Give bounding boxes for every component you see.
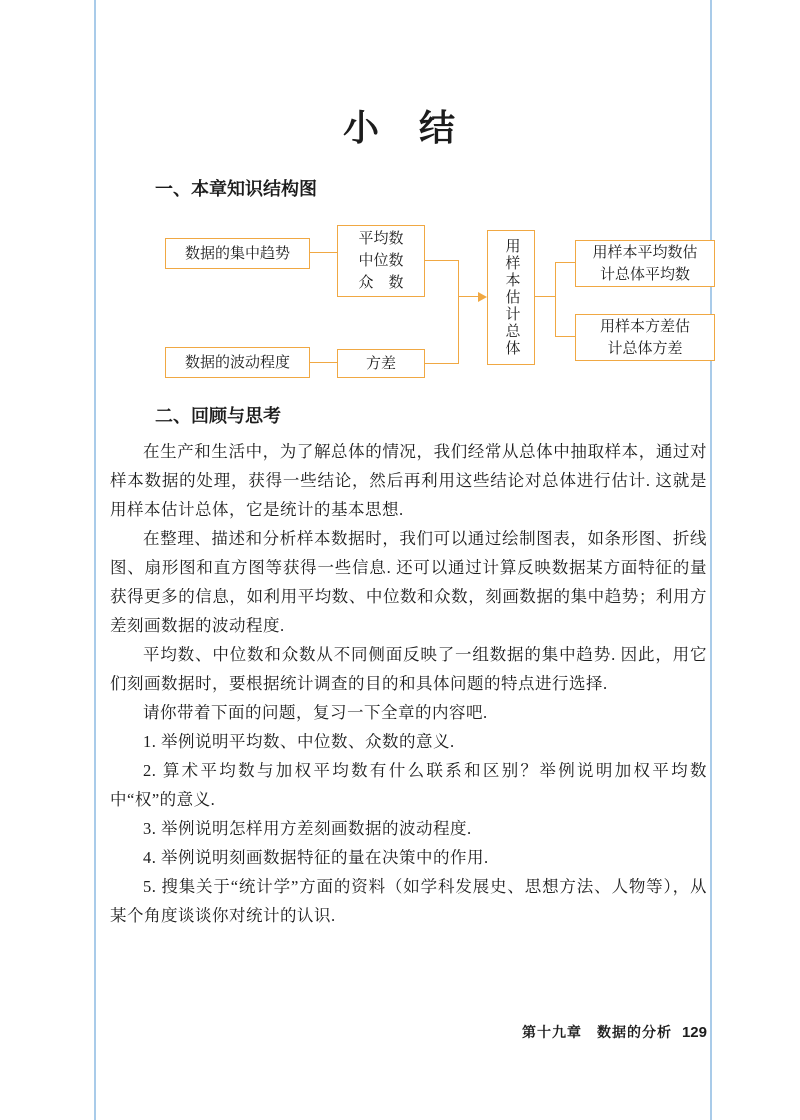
- diagram-box-mean-estimate-line2: 计总体平均数: [599, 266, 690, 283]
- paragraph: 平均数、中位数和众数从不同侧面反映了一组数据的集中趋势. 因此，用它们刻画数据时，要根据统计调查的目的和具体问题的特点进行选择.: [110, 645, 707, 693]
- diagram-stat-median: 中位数: [358, 253, 404, 269]
- diagram-box-variance: [337, 349, 425, 378]
- paragraph: 请你带着下面的问题，复习一下全章的内容吧.: [143, 703, 488, 722]
- arrow-icon: [478, 292, 487, 302]
- knowledge-structure-diagram: [0, 222, 800, 392]
- diagram-box-statistics: [337, 225, 425, 297]
- paragraph: 在生产和生活中，为了解总体的情况，我们经常从总体中抽取样本，通过对样本数据的处理，获得一些结论，然后再利用这些结论对总体进行估计. 这就是用样本估计总体，它是统计的基本思想.: [110, 442, 707, 519]
- connector-line: [425, 363, 458, 364]
- review-body: [110, 437, 707, 930]
- question-item: 1. 举例说明平均数、中位数、众数的意义.: [143, 732, 455, 751]
- connector-line: [458, 260, 459, 364]
- page-border-right: [710, 0, 712, 1120]
- diagram-box-variance-label: 方差: [365, 355, 396, 372]
- footer-chapter-title: 第十九章 数据的分析: [521, 1026, 672, 1041]
- section-heading-structure: 一、本章知识结构图: [155, 179, 317, 199]
- question-item: 4. 举例说明刻画数据特征的量在决策中的作用.: [143, 848, 489, 867]
- diagram-stat-mode: 众 数: [358, 275, 404, 291]
- connector-line: [310, 362, 337, 363]
- connector-line: [555, 336, 575, 337]
- diagram-box-sample-estimate: [487, 230, 535, 365]
- diagram-box-variance-estimate-line1: 用样本方差估: [599, 318, 690, 335]
- footer-page-number: 129: [681, 1024, 707, 1041]
- diagram-box-mean-estimate: [575, 240, 715, 287]
- diagram-box-sample-estimate-label: 用样本估计总体: [503, 238, 520, 357]
- diagram-box-mean-estimate-line1: 用样本平均数估: [592, 244, 698, 261]
- section-heading-review: 二、回顾与思考: [155, 406, 281, 426]
- diagram-box-fluctuation: [165, 347, 310, 378]
- diagram-box-fluctuation-label: 数据的波动程度: [184, 354, 290, 371]
- diagram-box-variance-estimate: [575, 314, 715, 361]
- diagram-box-central-tendency-label: 数据的集中趋势: [184, 245, 290, 262]
- connector-line: [555, 262, 556, 337]
- paragraph: 在整理、描述和分析样本数据时，我们可以通过绘制图表，如条形图、折线图、扇形图和直方图等获得一些信息. 还可以通过计算反映数据某方面特征的量获得更多的信息，如利用平均数、中位数和众数，刻画数据的集中趋势；利用方差刻画数据的波动程度.: [110, 529, 707, 635]
- page-footer: [110, 1022, 707, 1042]
- diagram-box-central-tendency: [165, 238, 310, 269]
- page-title: 小 结: [342, 108, 457, 148]
- question-item: 3. 举例说明怎样用方差刻画数据的波动程度.: [143, 819, 472, 838]
- page-border-left: [94, 0, 96, 1120]
- diagram-box-variance-estimate-line2: 计总体方差: [607, 340, 683, 357]
- connector-line: [310, 252, 337, 253]
- connector-line: [535, 296, 555, 297]
- question-item: 2. 算术平均数与加权平均数有什么联系和区别？举例说明加权平均数中“权”的意义.: [110, 761, 707, 809]
- diagram-stat-mean: 平均数: [358, 231, 404, 247]
- question-item: 5. 搜集关于“统计学”方面的资料（如学科发展史、思想方法、人物等），从某个角度谈谈你对统计的认识.: [110, 877, 707, 925]
- connector-line: [555, 262, 575, 263]
- connector-line: [458, 296, 479, 297]
- connector-line: [425, 260, 458, 261]
